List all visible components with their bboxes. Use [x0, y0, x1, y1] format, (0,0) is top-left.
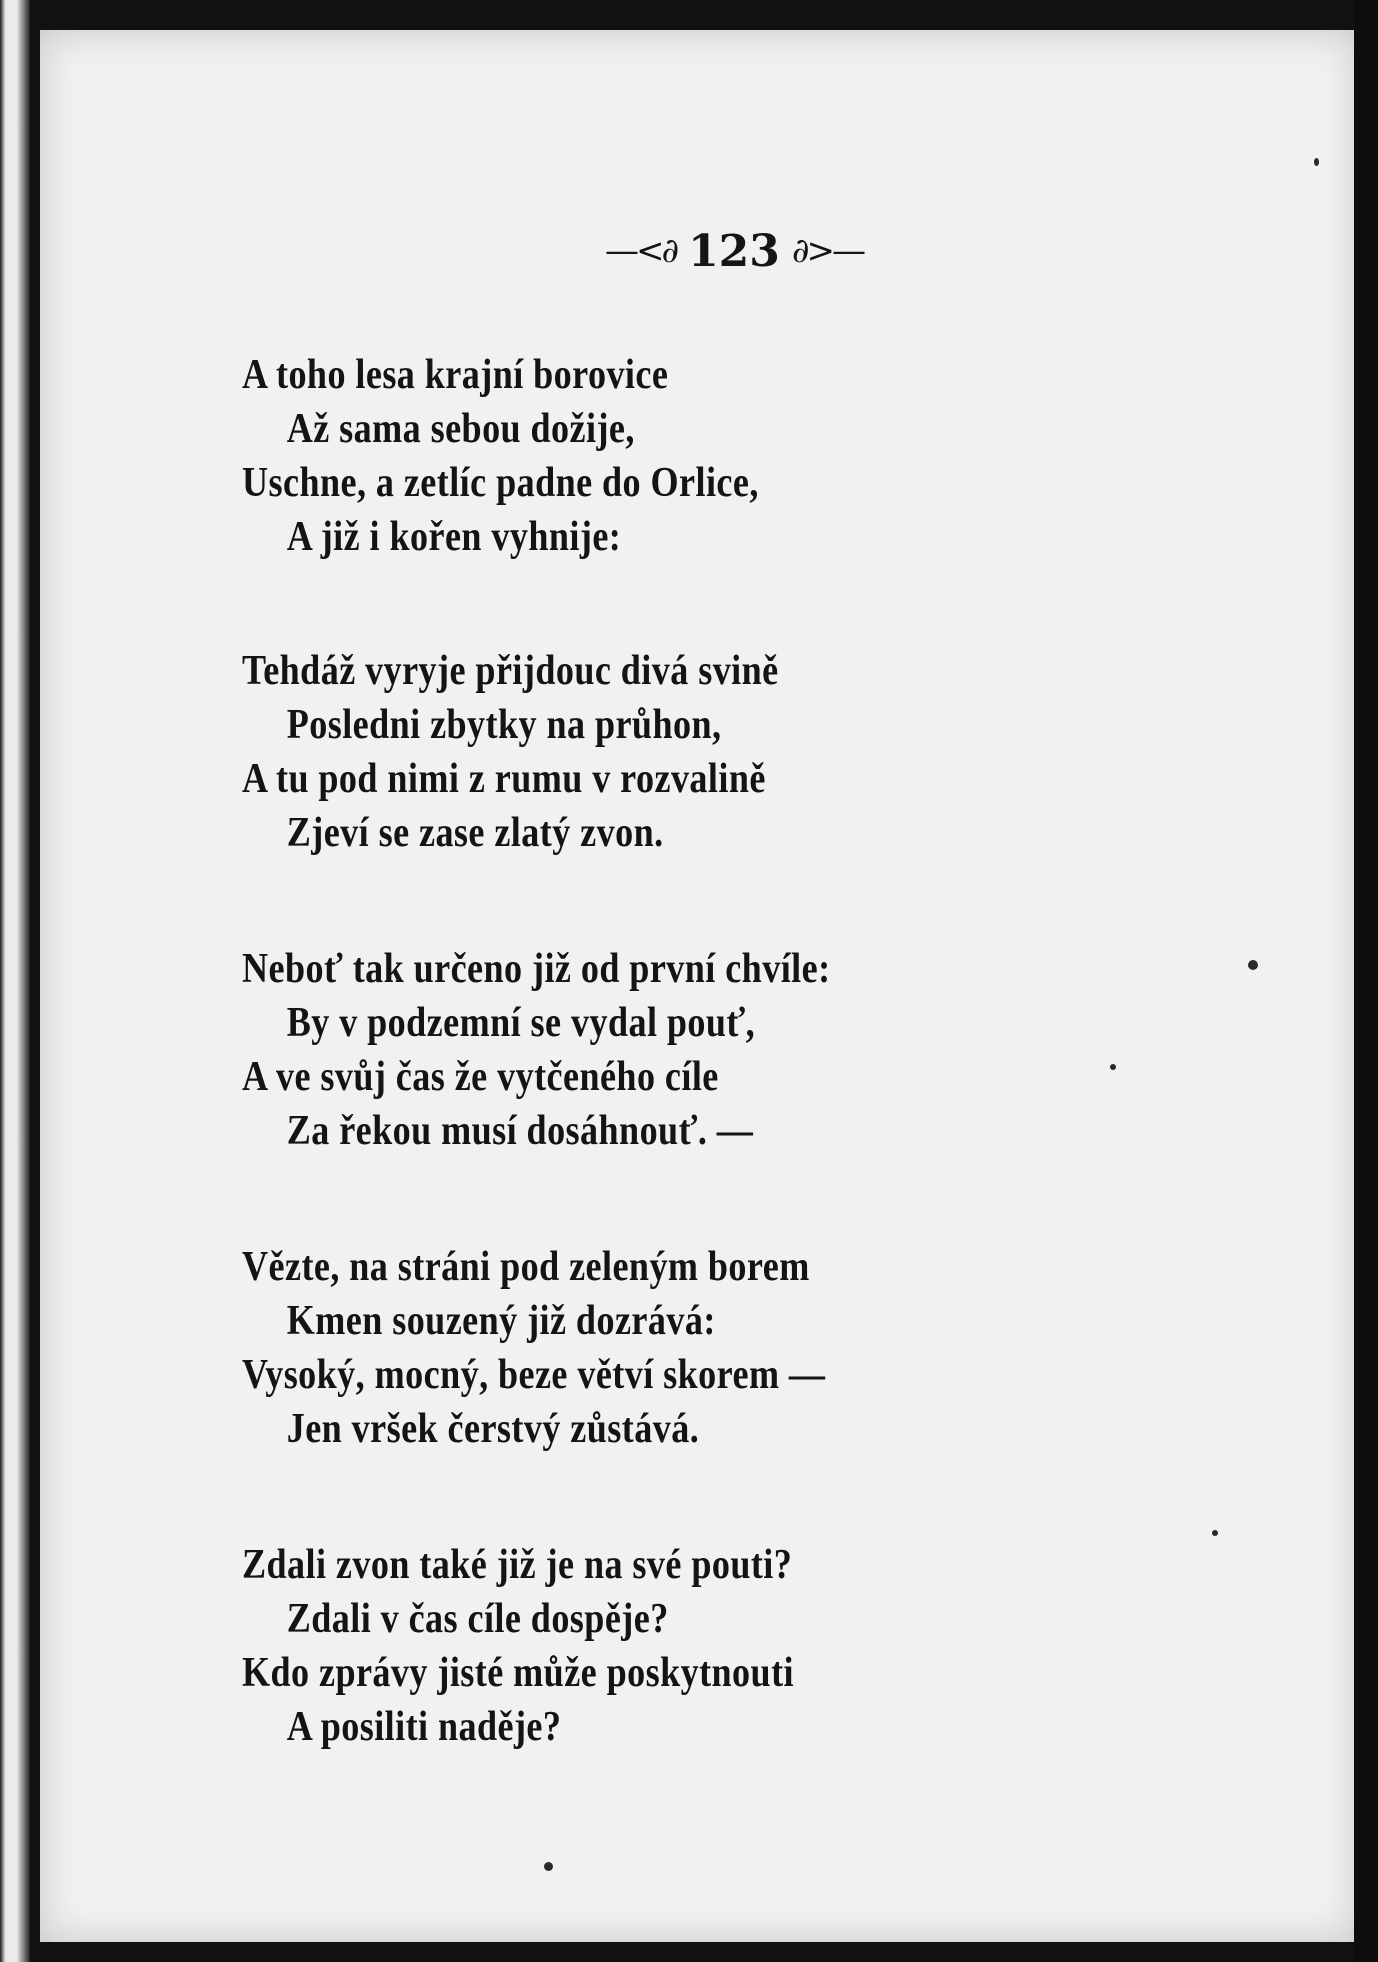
ink-speck — [1212, 1530, 1218, 1536]
poem-line: A posiliti naděje? — [286, 1704, 562, 1750]
poem-line: Za řekou musí dosáhnouť. — — [286, 1108, 754, 1154]
left-page-edge — [0, 0, 30, 1962]
poem-line: A tu pod nimi z rumu v rozvalině — [242, 756, 766, 802]
stanza — [242, 644, 779, 860]
stanza — [242, 1240, 825, 1456]
ornament-right: ∂>— — [791, 231, 863, 271]
ink-speck — [544, 1862, 553, 1871]
poem-line: Vězte, na stráni pod zeleným borem — [242, 1244, 810, 1290]
poem-line: A ve svůj čas že vytčeného cíle — [242, 1054, 719, 1100]
page-number-header — [40, 226, 1358, 286]
poem-line: Vysoký, mocný, beze větví skorem — — [242, 1352, 826, 1398]
page-number: 123 — [688, 226, 780, 277]
ornament-left: —<∂ — [604, 231, 677, 271]
poem-line: By v podzemní se vydal pouť, — [286, 1000, 756, 1046]
stanza — [242, 942, 831, 1158]
book-page — [40, 30, 1358, 1942]
poem-line: A toho lesa krajní borovice — [242, 352, 669, 398]
poem-line: Jen vršek čerstvý zůstává. — [286, 1406, 700, 1452]
ink-speck — [1248, 960, 1258, 970]
poem-line: Zdali v čas cíle dospěje? — [286, 1596, 669, 1642]
poem-line: Kdo zprávy jisté může poskytnouti — [242, 1650, 794, 1696]
ink-speck — [1314, 158, 1319, 166]
poem-line: A již i kořen vyhnije: — [286, 514, 622, 560]
poem-line: Zdali zvon také již je na své pouti? — [242, 1542, 793, 1588]
poem-line: Tehdáž vyryje přijdouc divá svině — [242, 648, 779, 694]
stanza — [242, 348, 759, 564]
ink-speck — [1110, 1064, 1116, 1070]
poem-line: Uschne, a zetlíc padne do Orlice, — [242, 460, 759, 506]
poem-line: Neboť tak určeno již od první chvíle: — [242, 946, 831, 992]
right-page-edge — [1354, 0, 1378, 1962]
stanza — [242, 1538, 794, 1754]
poem-line: Posledni zbytky na průhon, — [286, 702, 722, 748]
poem-line: Kmen souzený již dozrává: — [286, 1298, 716, 1344]
poem-line: Až sama sebou dožije, — [286, 406, 635, 452]
poem-line: Zjeví se zase zlatý zvon. — [286, 810, 664, 856]
